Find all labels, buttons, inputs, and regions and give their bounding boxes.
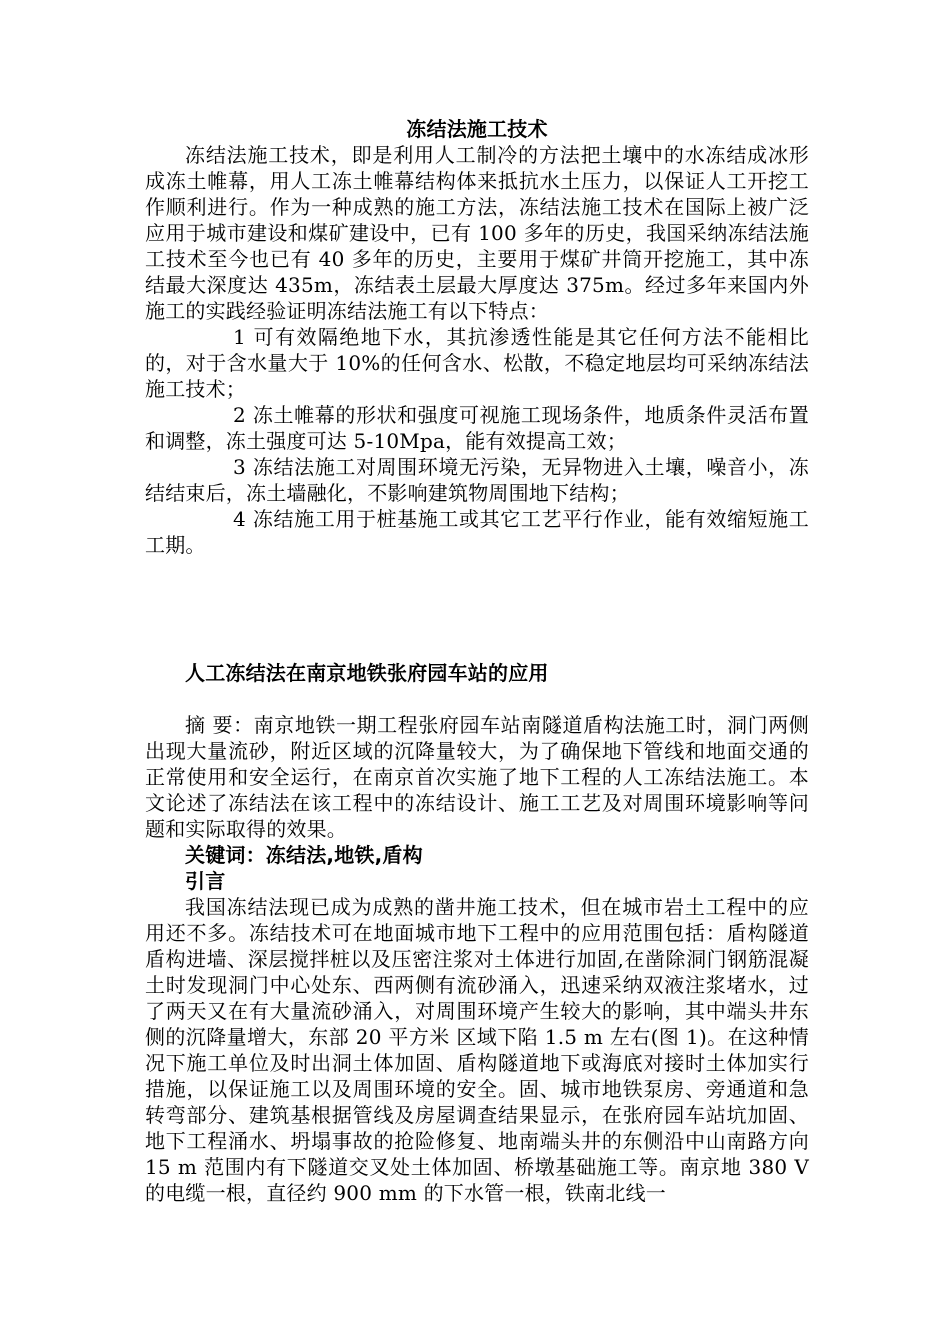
feature-item-4: 4 冻结施工用于桩基施工或其它工艺平行作业，能有效缩短施工工期。: [145, 507, 809, 557]
document-page: [145, 116, 809, 1206]
section-spacer: [145, 558, 809, 660]
intro-heading: 引言: [185, 869, 226, 893]
title-spacer: [145, 686, 809, 712]
feature-item-1: 1 可有效隔绝地下水，其抗渗透性能是其它任何方法不能相比的，对于含水量大于 10%的任何含水、松散，不稳定地层均可采纳冻结法施工技术；: [145, 325, 809, 401]
abstract-paragraph: 摘 要：南京地铁一期工程张府园车站南隧道盾构法施工时，洞门两侧出现大量流砂，附近区域的沉降量较大，为了确保地下管线和地面交通的正常使用和安全运行，在南京首次实施了地下工程的人工冻结法施工。本文论述了冻结法在该工程中的冻结设计、施工工艺及对周围环境影响等问题和实际取得的效果。: [145, 713, 809, 841]
feature-item-2: 2 冻土帷幕的形状和强度可视施工现场条件，地质条件灵活布置和调整，冻土强度可达 5-10Mpa，能有效提高工效；: [145, 403, 809, 453]
section1-title: 冻结法施工技术: [406, 117, 548, 141]
feature-item-3: 3 冻结法施工对周围环境无污染，无异物进入土壤，噪音小，冻结结束后，冻土墙融化，不影响建筑物周围地下结构；: [145, 455, 809, 505]
keywords-line: 关键词：冻结法,地铁,盾构: [185, 843, 423, 867]
section1-intro-paragraph: 冻结法施工技术，即是利用人工制冷的方法把土壤中的水冻结成冰形成冻土帷幕，用人工冻土帷幕结构体来抵抗水土压力，以保证人工开挖工作顺利进行。作为一种成熟的施工方法，冻结法施工技术在国际上被广泛应用于城市建设和煤矿建设中，已有 100 多年的历史，我国采纳冻结法施工技术至今也已有 40 多年的历史，主要用于煤矿井筒开挖施工，其中冻结最大深度达 435m，冻结表土层最大厚度达 375m。经过多年来国内外施工的实践经验证明冻结法施工有以下特点：: [145, 143, 809, 323]
section2-title: 人工冻结法在南京地铁张府园车站的应用: [185, 661, 549, 685]
intro-body-paragraph: 我国冻结法现已成为成熟的凿井施工技术，但在城市岩土工程中的应用还不多。冻结技术可在地面城市地下工程中的应用范围包括：盾构隧道盾构进墙、深层搅拌桩以及压密注浆对土体进行加固,在凿除洞门钢筋混凝土时发现洞门中心处东、西两侧有流砂涌入，迅速采纳双液注浆堵水，过了两天又在有大量流砂涌入，对周围环境产生较大的影响，其中端头井东侧的沉降量增大，东部 20 平方米 区域下陷 1.5 m 左右(图 1)。在这种情况下施工单位及时出洞土体加固、盾构隧道地下或海底对接时土体加实行措施，以保证施工以及周围环境的安全。固、城市地铁泵房、旁通道和急转弯部分、建筑基根据管线及房屋调查结果显示，在张府园车站坑加固、地下工程涌水、坍塌事故的抢险修复、地南端头井的东侧沿中山南路方向 15 m 范围内有下隧道交叉处土体加固、桥墩基础施工等。南京地 380 V 的电缆一根，直径约 900 mm 的下水管一根，铁南北线一: [145, 895, 809, 1205]
